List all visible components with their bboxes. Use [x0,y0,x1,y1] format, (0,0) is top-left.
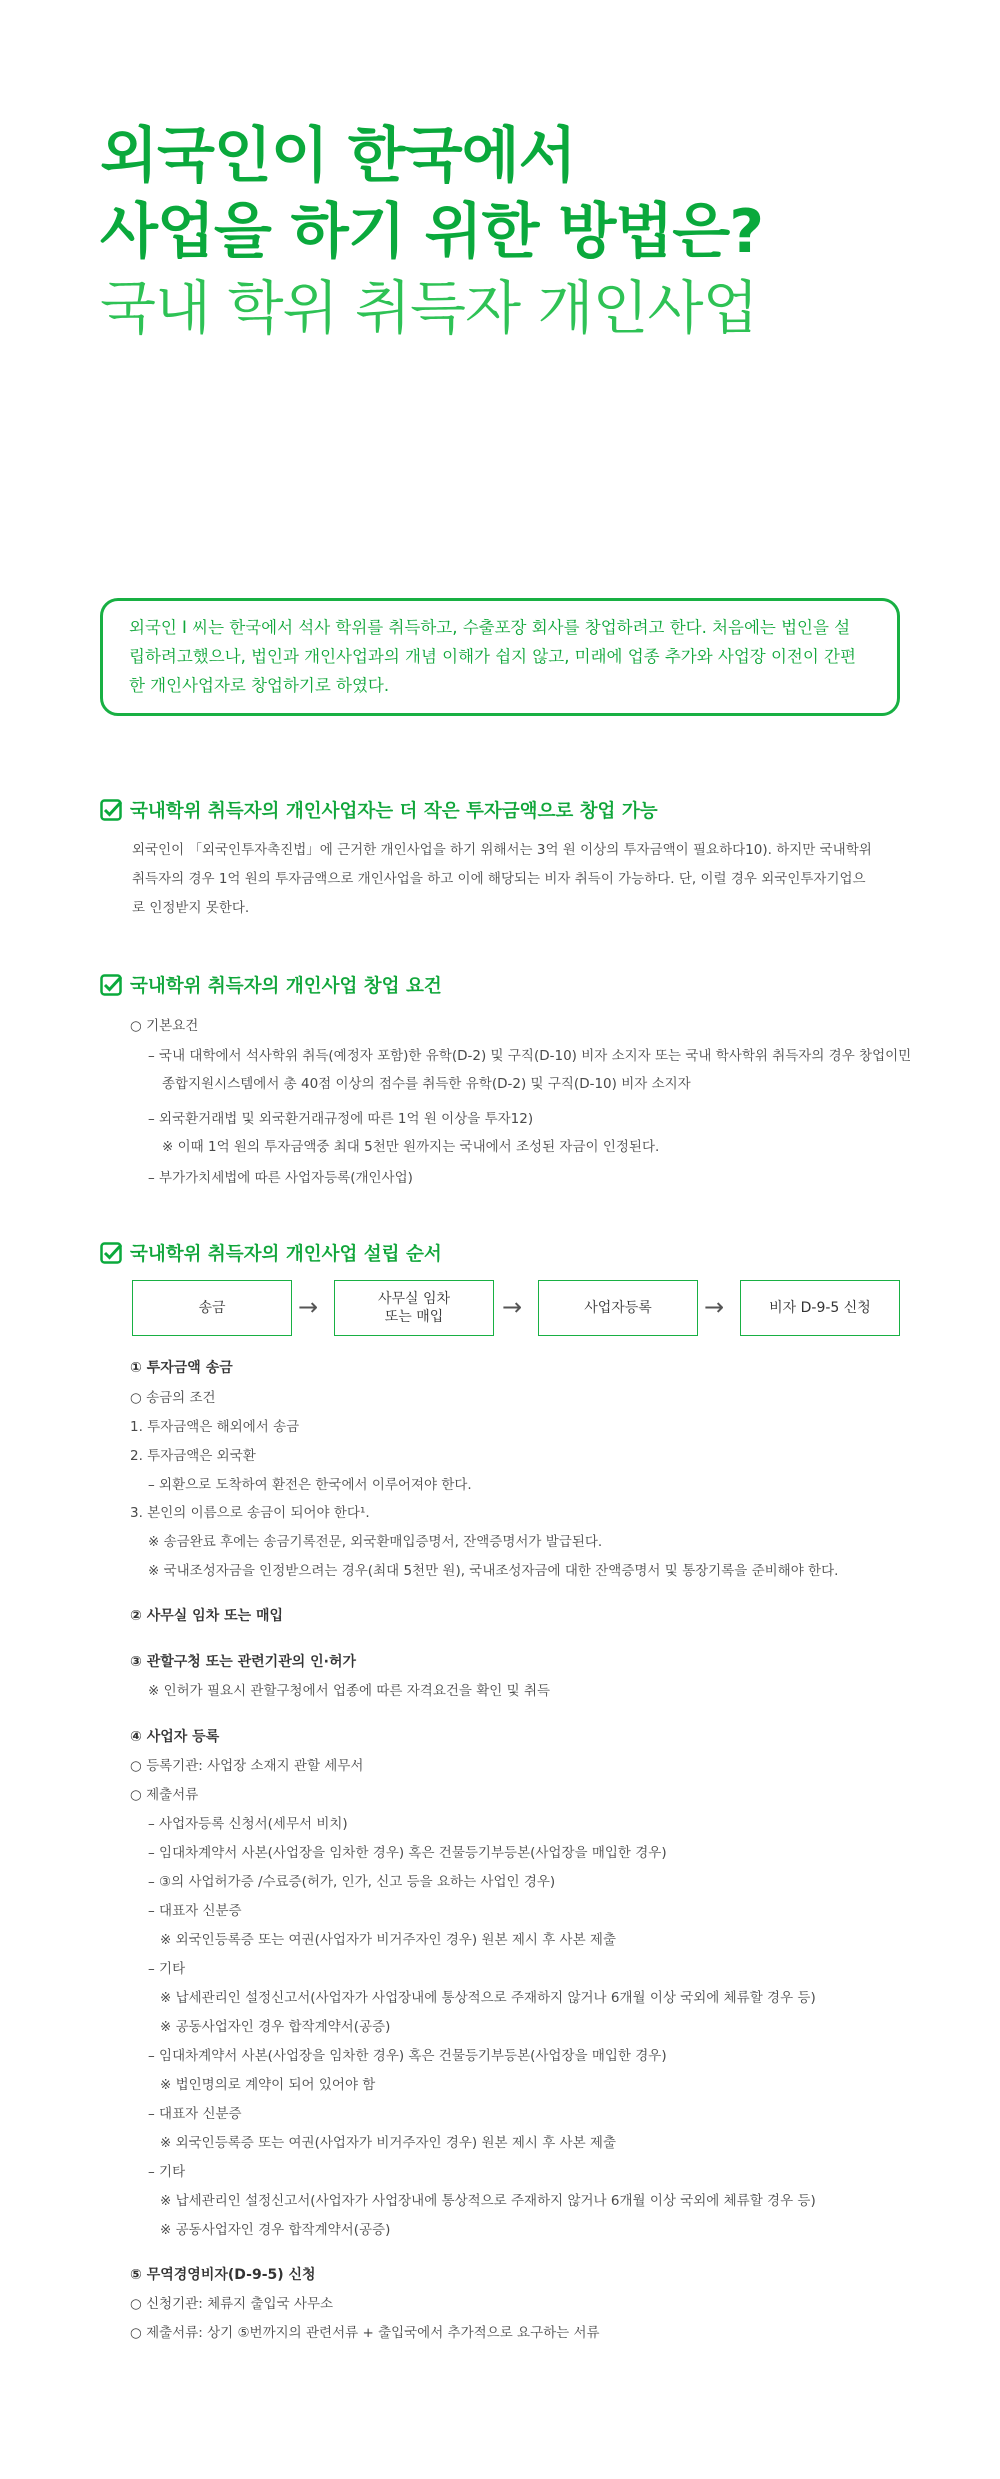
step-line: 3. 본인의 이름으로 송금이 되어야 한다¹. [130,1505,370,1521]
flow-step-label: 사무실 임차 [377,1291,451,1307]
step-line: ※ 외국인등록증 또는 여권(사업자가 비거주자인 경우) 원본 제시 후 사본 제출 [160,1932,616,1948]
step-line: ※ 외국인등록증 또는 여권(사업자가 비거주자인 경우) 원본 제시 후 사본 제출 [160,2135,616,2151]
step-line: – 임대차계약서 사본(사업장을 임차한 경우) 혹은 건물등기부등본(사업장을 매입한 경우) [148,1845,667,1861]
section-3-heading [100,1240,442,1266]
step-line: ○ 등록기관: 사업장 소재지 관할 세무서 [130,1758,364,1774]
step-2-heading: ② 사무실 임차 또는 매입 [130,1608,284,1624]
step-line: – 대표자 신분증 [148,1903,242,1919]
checkbox-check-icon [100,1242,122,1264]
step-line: – 기타 [148,1961,186,1977]
step-line: ※ 공동사업자인 경우 합작계약서(공증) [160,2019,391,2035]
step-line: – 대표자 신분증 [148,2106,242,2122]
flow-step-remittance [132,1280,292,1336]
step-line: ※ 송금완료 후에는 송금기록전문, 외국환매입증명서, 잔액증명서가 발급된다. [148,1534,603,1550]
step-line: ※ 국내조성자금을 인정받으려는 경우(최대 5천만 원), 국내조성자금에 대한 잔액증명서 및 통장기록을 준비해야 한다. [148,1563,839,1579]
requirement-line: ※ 이때 1억 원의 투자금액중 최대 5천만 원까지는 국내에서 조성된 자금이 인정된다. [162,1139,660,1155]
intro-line-2: 립하려고했으나, 법인과 개인사업과의 개념 이해가 쉽지 않고, 미래에 업종 추가와 사업장 이전이 간편 [129,647,856,666]
flow-step-office [334,1280,494,1336]
step-line: ※ 납세관리인 설정신고서(사업자가 사업장내에 통상적으로 주재하지 않거나 6개월 이상 국외에 체류할 경우 등) [160,1990,816,2006]
intro-line-1: 외국인 I 씨는 한국에서 석사 학위를 취득하고, 수출포장 회사를 창업하려고 한다. 처음에는 법인을 설 [129,618,851,637]
step-5-heading: ⑤ 무역경영비자(D-9-5) 신청 [130,2267,316,2283]
flow-step-label: 또는 매입 [384,1309,444,1325]
section-2-title: 국내학위 취득자의 개인사업 창업 요건 [130,976,442,997]
requirement-line: – 외국환거래법 및 외국환거래규정에 따른 1억 원 이상을 투자12) [148,1111,534,1127]
step-line: – 임대차계약서 사본(사업장을 임차한 경우) 혹은 건물등기부등본(사업장을 매입한 경우) [148,2048,667,2064]
step-line: 1. 투자금액은 해외에서 송금 [130,1419,300,1435]
section-1-line-1: 외국인이 「외국인투자촉진법」에 근거한 개인사업을 하기 위해서는 3억 원 이상의 투자금액이 필요하다10). 하지만 국내학위 [132,842,872,858]
step-line: ※ 공동사업자인 경우 합작계약서(공증) [160,2222,391,2238]
step-line: – ③의 사업허가증 /수료증(허가, 인가, 신고 등을 요하는 사업인 경우) [148,1874,556,1890]
step-line: 2. 투자금액은 외국환 [130,1448,256,1464]
step-line: – 사업자등록 신청서(세무서 비치) [148,1816,348,1832]
step-line: – 외환으로 도착하여 환전은 한국에서 이루어져야 한다. [148,1477,472,1493]
requirement-line: 종합지원시스템에서 총 40점 이상의 점수를 취득한 유학(D-2) 및 구직(D-10) 비자 소지자 [162,1076,691,1092]
step-line: ○ 송금의 조건 [130,1390,216,1406]
step-line: ○ 제출서류: 상기 ⑤번까지의 관련서류 + 출입국에서 추가적으로 요구하는 서류 [130,2325,600,2341]
section-1-line-3: 로 인정받지 못한다. [132,900,250,916]
requirement-line: – 부가가치세법에 따른 사업자등록(개인사업) [148,1170,413,1186]
flow-step-label: 사업자등록 [584,1300,652,1316]
step-line: ※ 납세관리인 설정신고서(사업자가 사업장내에 통상적으로 주재하지 않거나 6개월 이상 국외에 체류할 경우 등) [160,2193,816,2209]
step-line: ○ 제출서류 [130,1787,199,1803]
flow-arrow-icon: → [502,1293,523,1321]
flow-step-label: 비자 D-9-5 신청 [769,1300,871,1316]
step-1-heading: ① 투자금액 송금 [130,1360,233,1376]
step-line: ※ 법인명의로 계약이 되어 있어야 함 [160,2077,376,2093]
requirement-line: – 국내 대학에서 석사학위 취득(예정자 포함)한 유학(D-2) 및 구직(D-10) 비자 소지자 또는 국내 학사학위 취득자의 경우 창업이민 [148,1048,912,1064]
checkbox-check-icon [100,974,122,996]
page-title-line-2: 사업을 하기 위한 방법은? [100,197,764,267]
step-line: ※ 인허가 필요시 관할구청에서 업종에 따른 자격요건을 확인 및 취득 [148,1683,551,1699]
flow-step-visa [740,1280,900,1336]
step-line: – 기타 [148,2164,186,2180]
requirement-line: ○ 기본요건 [130,1018,199,1034]
step-3-heading: ③ 관할구청 또는 관련기관의 인·허가 [130,1654,357,1670]
intro-box [100,598,900,716]
flow-step-label: 송금 [198,1300,226,1316]
section-3-title: 국내학위 취득자의 개인사업 설립 순서 [130,1244,442,1265]
title-block [100,118,763,346]
flow-arrow-icon: → [298,1293,319,1321]
step-4-heading: ④ 사업자 등록 [130,1729,220,1745]
step-line: ○ 신청기관: 체류지 출입국 사무소 [130,2296,334,2312]
section-1-heading [100,797,658,823]
page-subtitle: 국내 학위 취득자 개인사업 [100,274,758,342]
intro-line-3: 한 개인사업자로 창업하기로 하였다. [129,676,390,695]
checkbox-check-icon [100,799,122,821]
section-1-paragraph [132,836,904,923]
section-2-heading [100,972,442,998]
flow-step-registration [538,1280,698,1336]
section-1-title: 국내학위 취득자의 개인사업자는 더 작은 투자금액으로 창업 가능 [130,801,658,822]
flow-arrow-icon: → [704,1293,725,1321]
section-1-line-2: 취득자의 경우 1억 원의 투자금액으로 개인사업을 하고 이에 해당되는 비자 취득이 가능하다. 단, 이럴 경우 외국인투자기업으 [132,871,866,887]
page-title-line-1: 외국인이 한국에서 [100,121,576,191]
